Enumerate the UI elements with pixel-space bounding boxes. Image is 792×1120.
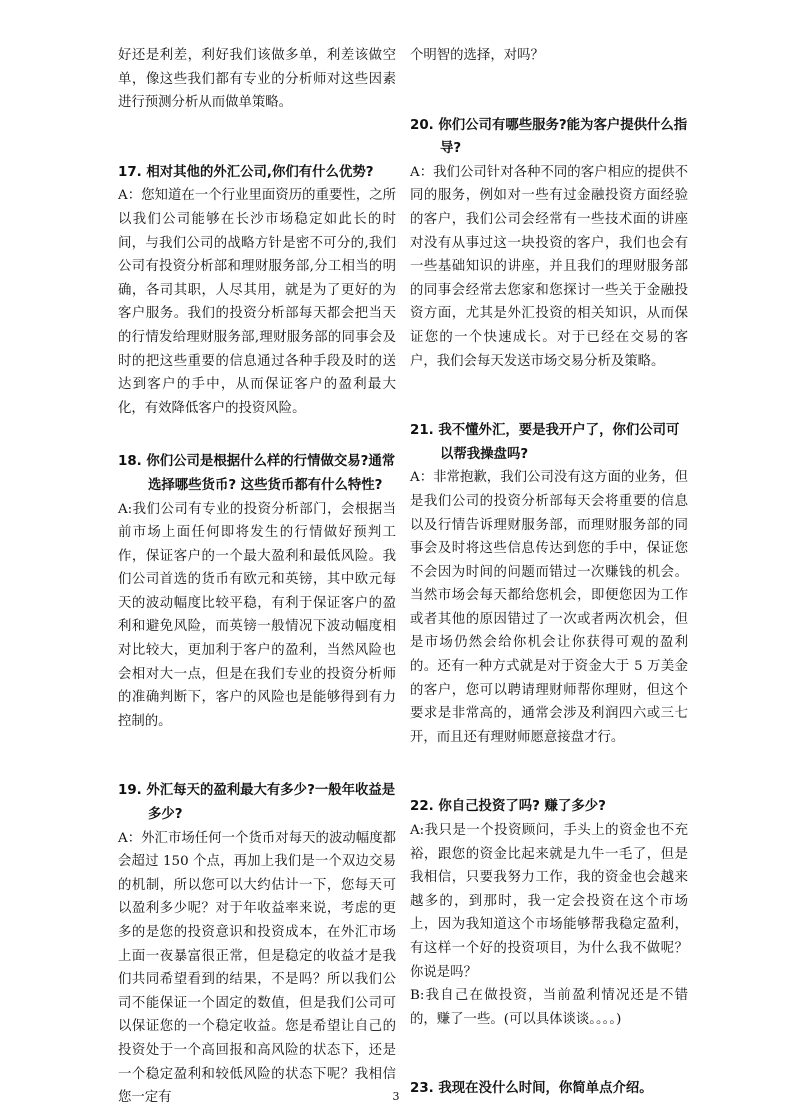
page-number: 3 <box>392 1090 400 1103</box>
question-23-heading: 23. 我现在没什么时间，你简单点介绍。 <box>410 1081 653 1097</box>
question-17-heading: 17. 相对其他的外汇公司,你们有什么优势? <box>118 164 374 180</box>
question-18-heading: 18. 你们公司是根据什么样的行情做交易?通常选择哪些货币? 这些货币都有什么特性? <box>118 454 396 493</box>
left-column <box>118 44 396 1110</box>
question-19-heading: 19. 外汇每天的盈利最大有多少?一般年收益是多少? <box>118 783 396 823</box>
question-20-heading: 20. 你们公司有哪些服务?能为客户提供什么指导? <box>410 117 688 157</box>
answer-17-paragraph: A：您知道在一个行业里面资历的重要性，之所以我们公司能够在长沙市场稳定如此长的时间，与我们公司的战略方针是密不可分的,我们公司有投资分析部和理财服务部,分工相当的明确，各司其职，人尽其用，就是为了更好的为客户服务。我们的投资分析部每天都会把当天的行情发给理财服务部,理财服务部的同事会及时的把这些重要的信息通过各种手段及时的送达到客户的手中，从而保证客户的盈利最大化，有效降低客户的投资风险。 <box>118 188 396 416</box>
answer-18-paragraph: A:我们公司有专业的投资分析部门，会根据当前市场上面任何即将发生的行情做好预判工作，保证客户的一个最大盈利和最低风险。我们公司首选的货币有欧元和英镑，其中欧元每天的波动幅度比较平稳，有利于保证客户的盈利和避免风险，而英镑一般情况下波动幅度相对比较大，更加利于客户的盈利，当然风险也会相对大一点，但是在我们专业的投资分析师的准确判断下，客户的风险也是能够得到有力控制的。 <box>118 501 396 729</box>
left-intro-paragraph: 好还是利差，利好我们该做多单，利差该做空单，像这些我们都有专业的分析师对这些因素进行预测分析从而做单策略。 <box>118 48 396 111</box>
right-column <box>410 44 688 1101</box>
answer-22a-paragraph: A:我只是一个投资顾问，手头上的资金也不充裕，跟您的资金比起来就是九牛一毛了，但是我相信，只要我努力工作，我的资金也会越来越多的，到那时，我一定会投资在这个市场上，因为我知道这个市场能够帮我稳定盈利，有这样一个好的投资项目，为什么我不做呢？你说是吗？ <box>410 823 688 980</box>
answer-21-paragraph: A：非常抱歉，我们公司没有这方面的业务，但是我们公司的投资分析部每天会将重要的信息以及行情告诉理财服务部，而理财服务部的同事会及时将这些信息传达到您的手中，保证您不会因为时间的问题而错过一次赚钱的机会。当然市场会每天都给您机会，即便您因为工作或者其他的原因错过了一次或者两次机会，但是市场仍然会给你机会让你获得可观的盈利的。还有一种方式就是对于资金大于 5 万美金的客户，您可以聘请理财师帮你理财，但这个要求是非常高的，通常会涉及利润四六或三七开，而且还有理财师愿意接盘才行。 <box>410 470 688 745</box>
right-intro-paragraph: 个明智的选择，对吗？ <box>410 48 544 63</box>
answer-20-paragraph: A：我们公司针对各种不同的客户相应的提供不同的服务，例如对一些有过金融投资方面经验的客户，我们公司会经常有一些技术面的讲座 对没有从事过这一块投资的客户，我们也会有一些基础知识的讲座，并且我们的理财服务部的同事会经常去您家和您探讨一些关于金融投资方面，尤其是外汇投资的相关知识，从而保证您的一个快速成长。对于已经在交易的客户，我们会每天发送市场交易分析及策略。 <box>410 164 688 369</box>
question-21-heading: 21. 我不懂外汇，要是我开户了，你们公司可以帮我操盘吗? <box>410 423 680 462</box>
question-22-heading: 22. 你自己投资了吗? 赚了多少? <box>410 799 606 815</box>
answer-19-paragraph: A：外汇市场任何一个货币对每天的波动幅度都会超过 150 个点，再加上我们是一个双边交易的机制，所以您可以大约估计一下，您每天可以盈利多少呢？对于年收益率来说，考虑的更多的是您的投资意识和投资成本，在外汇市场上面一夜暴富很正常，但是稳定的收益才是我们共同希望看到的结果，不是吗？所以我们公司不能保证一个固定的数值，但是我们公司可以保证您的一个稳定收益。您是希望让自己的投资处于一个高回报和高风险的状态下，还是一个稳定盈利和较低风险的状态下呢？我相信您一定有 <box>118 830 396 1106</box>
answer-22b-paragraph: B:我自己在做投资，当前盈利情况还是不错的，赚了一些。(可以具体谈谈。。。。) <box>410 988 688 1027</box>
